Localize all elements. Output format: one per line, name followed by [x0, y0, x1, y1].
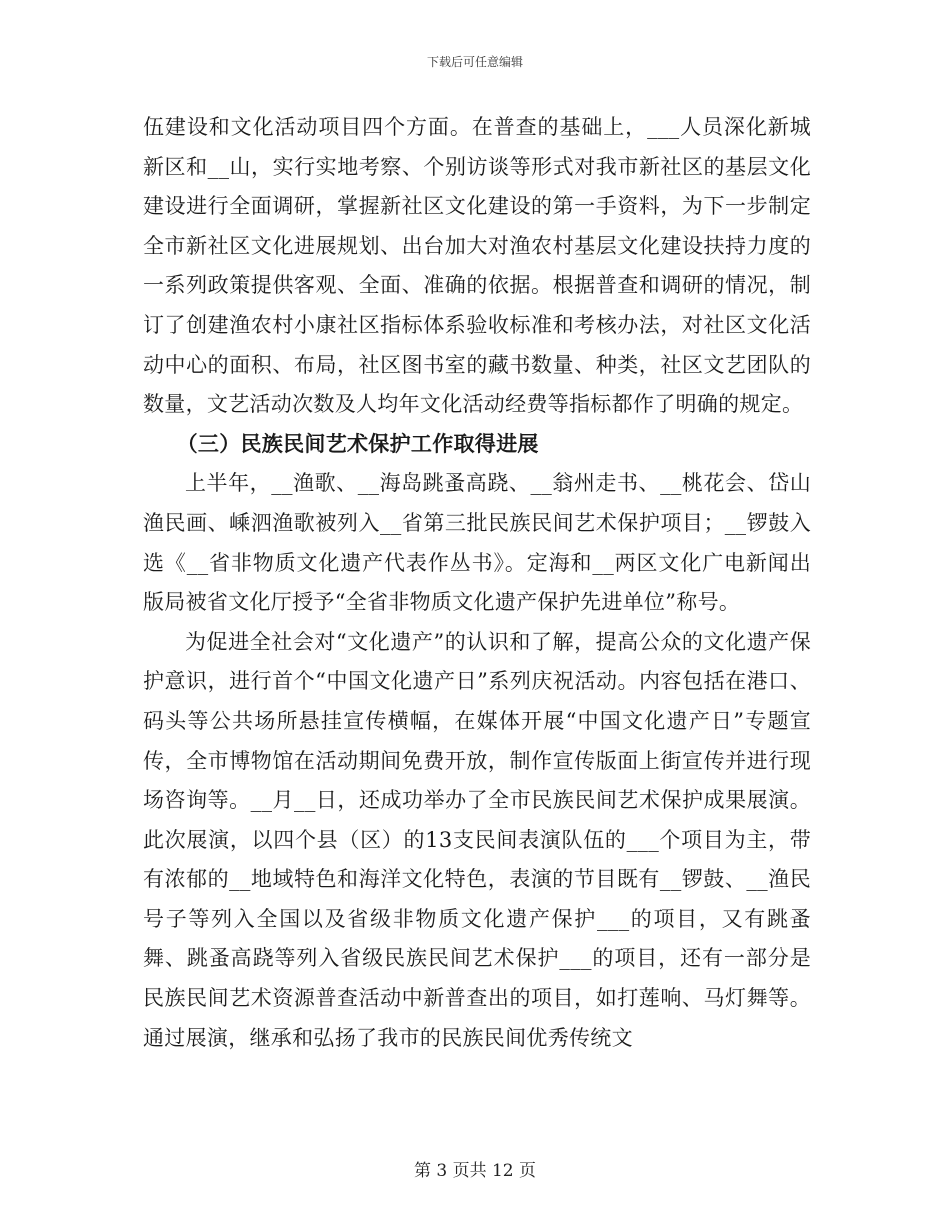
- document-body: [143, 108, 811, 1058]
- page-header: 下载后可任意编辑: [426, 55, 523, 69]
- paragraph: 为促进全社会对“文化遗产”的认识和了解，提高公众的文化遗产保护意识，进行首个“中国文化遗产日”系列庆祝活动。内容包括在港口、码头等公共场所悬挂宣传横幅，在媒体开展“中国文化遗产日”专题宣传，全市博物馆在活动期间免费开放，制作宣传版面上街宣传并进行现场咨询等。__月__日，还成功举办了全市民族民间艺术保护成果展演。此次展演，以四个县（区）的13支民间表演队伍的___个项目为主，带有浓郁的__地域特色和海洋文化特色，表演的节目既有__锣鼓、__渔民号子等列入全国以及省级非物质文化遗产保护___的项目，又有跳蚤舞、跳蚤高跷等列入省级民族民间艺术保护___的项目，还有一部分是民族民间艺术资源普查活动中新普查出的项目，如打莲响、马灯舞等。通过展演，继承和弘扬了我市的民族民间优秀传统文: [143, 629, 811, 1050]
- section-heading: （三）民族民间艺术保护工作取得进展: [176, 431, 539, 456]
- page-number: 第 3 页共 12 页: [413, 1161, 537, 1181]
- paragraph: 上半年，__渔歌、__海岛跳蚤高跷、__翁州走书、__桃花会、岱山渔民画、嵊泗渔歌被列入__省第三批民族民间艺术保护项目；__锣鼓入选《__省非物质文化遗产代表作丛书》。定海和__两区文化广电新闻出版局被省文化厅授予“全省非物质文化遗产保护先进单位”称号。: [143, 471, 811, 615]
- paragraph-continuation: 伍建设和文化活动项目四个方面。在普查的基础上，___人员深化新城新区和__山，实行实地考察、个别访谈等形式对我市新社区的基层文化建设进行全面调研，掌握新社区文化建设的第一手资料，为下一步制定全市新社区文化进展规划、出台加大对渔农村基层文化建设扶持力度的一系列政策提供客观、全面、准确的依据。根据普查和调研的情况，制订了创建渔农村小康社区指标体系验收标准和考核办法，对社区文化活动中心的面积、布局，社区图书室的藏书数量、种类，社区文艺团队的数量，文艺活动次数及人均年文化活动经费等指标都作了明确的规定。: [143, 115, 811, 417]
